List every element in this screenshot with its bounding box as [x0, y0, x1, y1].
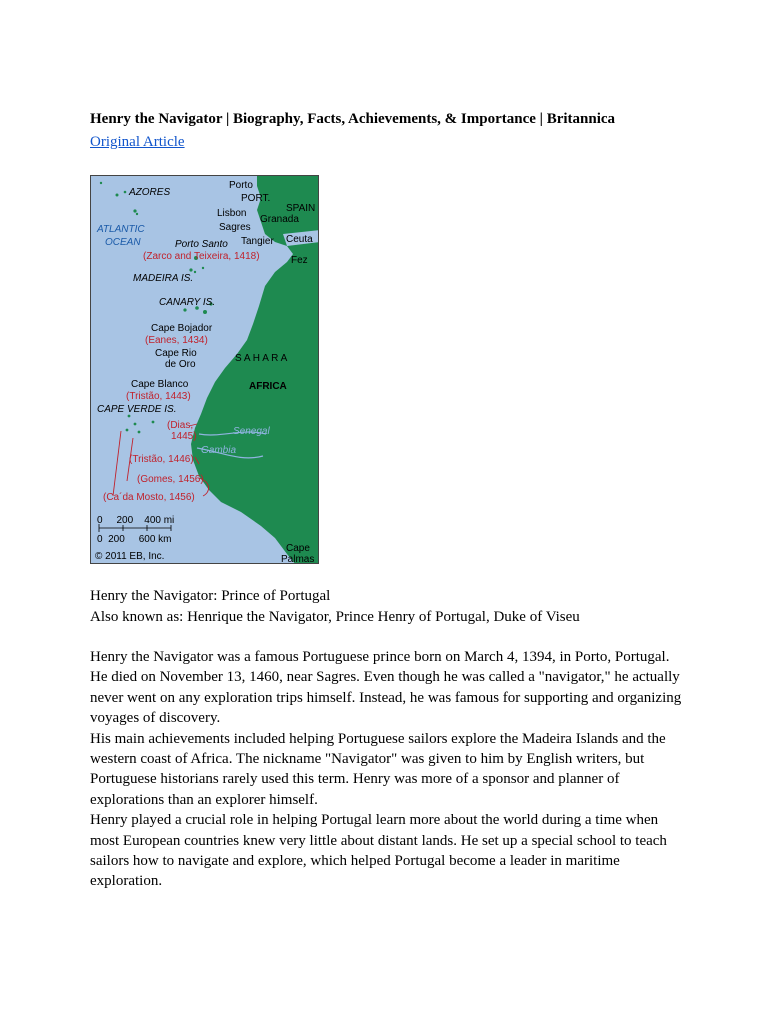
label-porto-santo: Porto Santo	[175, 239, 228, 250]
label-cape-verde: CAPE VERDE IS.	[97, 404, 177, 415]
label-sahara: S A H A R A	[235, 353, 288, 364]
label-africa: AFRICA	[249, 381, 287, 392]
label-porto: Porto	[229, 180, 253, 191]
label-atlantic: ATLANTIC	[97, 224, 145, 235]
label-port: PORT.	[241, 193, 271, 204]
label-gomes: (Gomes, 1456)	[137, 474, 204, 485]
label-granada: Granada	[260, 214, 299, 225]
paragraph: Henry the Navigator was a famous Portuguese prince born on March 4, 1394, in Porto, Portugal. He died on November 13, 1460, near Sagres. Even though he was called a "navigator," he actually never went on any exploration trips himself. Instead, he was famous for supporting and organizing voyages of discovery.	[90, 649, 682, 727]
label-dias-1: (Dias,	[167, 420, 194, 431]
label-dias-2: 1445)	[171, 431, 197, 442]
map-figure	[90, 175, 319, 564]
label-scale-km: 0 200 600 km	[97, 534, 172, 545]
label-canary: CANARY IS.	[159, 297, 216, 308]
label-lisbon: Lisbon	[217, 208, 247, 219]
label-tristao-1443: (Tristão, 1443)	[126, 391, 191, 402]
info-line-1: Henry the Navigator: Prince of Portugal	[90, 588, 331, 604]
label-ceuta: Ceuta	[286, 234, 313, 245]
info-line-2: Also known as: Henrique the Navigator, Prince Henry of Portugal, Duke of Viseu	[90, 609, 580, 625]
label-spain: SPAIN	[286, 203, 316, 214]
paragraph: His main achievements included helping Portuguese sailors explore the Madeira Islands and the western coast of Africa. The nickname "Navigator" was given to him by English writers, but Portuguese historians rarely used this term. Henry was more of a sponsor and planner of explorations than an explorer himself.	[90, 730, 666, 808]
label-copyright: © 2011 EB, Inc.	[95, 551, 165, 562]
article-body	[90, 647, 690, 892]
label-sagres: Sagres	[219, 222, 251, 233]
label-zarco: (Zarco and Teixeira, 1418)	[143, 251, 260, 262]
label-cadamosto: (Ca´da Mosto, 1456)	[103, 492, 195, 503]
page-title: Henry the Navigator | Biography, Facts, Achievements, & Importance | Britannica	[90, 111, 616, 127]
label-scale-mi: 0 200 400 mi	[97, 515, 175, 526]
label-eanes: (Eanes, 1434)	[145, 335, 208, 346]
label-palmas-2: Palmas	[281, 554, 315, 564]
paragraph: Henry played a crucial role in helping Portugal learn more about the world during a time when most European countries knew very little about distant lands. He set up a special school to teach sailors how to navigate and explore, which helped Portugal become a leader in maritime exploration.	[90, 812, 667, 890]
info-lines	[90, 586, 580, 628]
label-bojador: Cape Bojador	[151, 323, 213, 334]
label-tristao-1446: (Tristão, 1446)	[129, 454, 194, 465]
label-rio-1: Cape Rio	[155, 348, 197, 359]
label-rio-2: de Oro	[165, 359, 196, 370]
original-article-link[interactable]: Original Article	[90, 134, 185, 150]
map-svg	[91, 176, 319, 564]
label-blanco: Cape Blanco	[131, 379, 189, 390]
label-fez: Fez	[291, 255, 308, 266]
label-ocean: OCEAN	[105, 237, 141, 248]
label-palmas-1: Cape	[286, 543, 310, 554]
label-gambia: Gambia	[201, 445, 237, 456]
label-azores: AZORES	[129, 187, 171, 198]
label-madeira: MADEIRA IS.	[133, 273, 194, 284]
label-tangier: Tangier	[241, 236, 274, 247]
label-senegal: Senegal	[233, 426, 270, 437]
